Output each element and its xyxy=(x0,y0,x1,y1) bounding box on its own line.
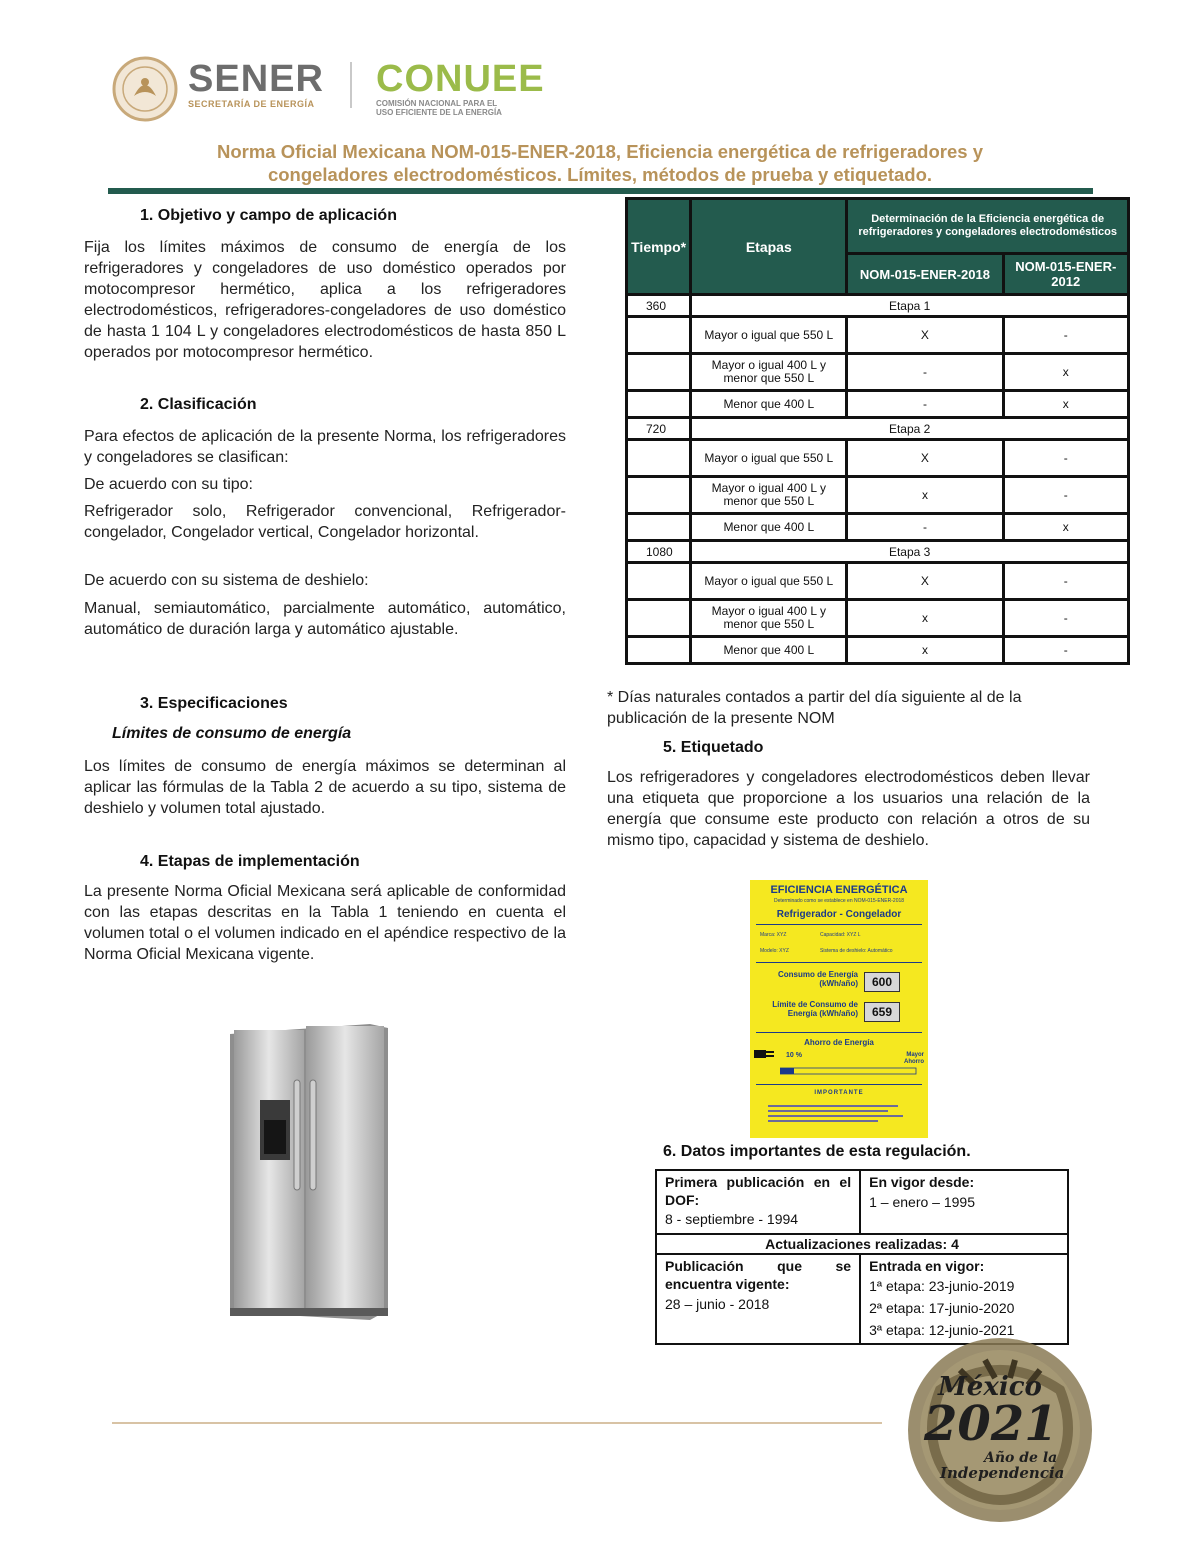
section-2-text-3: Refrigerador solo, Refrigerador convencional, Refrigerador-congelador, Congelador vertical, Congelador horizontal. xyxy=(84,503,566,541)
row-nom-2012: x xyxy=(1005,392,1128,416)
implementation-table xyxy=(625,197,1130,665)
row-etapa: Mayor o igual que 550 L xyxy=(692,441,845,475)
emblem-year: 2021 xyxy=(924,1396,1058,1452)
label-divider xyxy=(756,1084,922,1085)
row-nom-2012: - xyxy=(1005,441,1128,475)
row-nom-2018: x xyxy=(848,478,1001,512)
actualizaciones: Actualizaciones realizadas: 4 xyxy=(656,1234,1068,1254)
label-fineprint xyxy=(768,1102,908,1125)
label-ahorro-title: Ahorro de Energía xyxy=(804,1038,874,1047)
label-type: Refrigerador - Congelador xyxy=(776,909,902,920)
row-nom-2012: - xyxy=(1005,478,1128,512)
table-row xyxy=(628,478,1127,512)
page-title xyxy=(110,140,1090,186)
label-ahorro-pct: 10 % xyxy=(786,1052,802,1059)
section-2-text-1: Para efectos de aplicación de la presente Norma, los refrigeradores y congeladores se clasifican: xyxy=(84,428,566,466)
row-nom-2018: - xyxy=(848,392,1001,416)
row-nom-2012: - xyxy=(1005,601,1128,635)
row-nom-2018: - xyxy=(848,515,1001,539)
table-row xyxy=(628,564,1127,598)
row-nom-2018: X xyxy=(848,318,1001,352)
energy-label xyxy=(750,880,928,1138)
label-title: EFICIENCIA ENERGÉTICA xyxy=(770,884,908,896)
header-determinacion: Determinación de la Eficiencia energética de refrigeradores y congeladores electrodomésticos xyxy=(848,200,1127,252)
conuee-subtitle-line2: USO EFICIENTE DE LA ENERGÍA xyxy=(376,108,502,117)
row-etapa: Mayor o igual 400 L y menor que 550 L xyxy=(692,355,845,389)
pub-label: Primera publicación en el DOF: xyxy=(665,1174,852,1208)
emblem-mexico: México xyxy=(938,1372,1042,1402)
conuee-subtitle xyxy=(376,99,536,117)
section-4-heading: 4. Etapas de implementación xyxy=(140,853,360,870)
row-nom-2012: - xyxy=(1005,564,1128,598)
row-etapa: Mayor o igual 400 L y menor que 550 L xyxy=(692,478,845,512)
entrada-label: Entrada en vigor: xyxy=(869,1258,985,1274)
label-deshielo: Sistema de deshielo: Automático xyxy=(820,948,893,954)
label-importante: IMPORTANTE xyxy=(814,1090,864,1096)
row-nom-2012: x xyxy=(1005,355,1128,389)
row-nom-2018: X xyxy=(848,441,1001,475)
sener-subtitle: SECRETARÍA DE ENERGÍA xyxy=(188,99,315,109)
regulation-data-table xyxy=(655,1169,1069,1345)
row-etapa: Menor que 400 L xyxy=(692,515,845,539)
sener-seal xyxy=(112,56,178,122)
label-marca: Marca: XYZ xyxy=(760,932,787,938)
row-nom-2018: - xyxy=(848,355,1001,389)
section-5-heading: 5. Etiquetado xyxy=(663,739,764,756)
header-nom-2012: NOM-015-ENER-2012 xyxy=(1005,255,1128,293)
label-scale xyxy=(780,1066,920,1076)
table-row xyxy=(628,441,1127,475)
table-row xyxy=(628,638,1127,662)
title-line-2: congeladores electrodomésticos. Límites, métodos de prueba y etiquetado. xyxy=(267,164,933,185)
eagle-seal-icon xyxy=(112,56,178,122)
label-consumo-value: 600 xyxy=(864,972,900,992)
row-nom-2018: x xyxy=(848,601,1001,635)
title-line-1: Norma Oficial Mexicana NOM-015-ENER-2018, Eficiencia energética de refrigeradores y xyxy=(216,141,983,162)
vigor-label: En vigor desde: xyxy=(869,1174,975,1190)
stage-1-time: 360 xyxy=(628,296,689,315)
stage-2-time: 720 xyxy=(628,419,689,438)
row-nom-2012: x xyxy=(1005,515,1128,539)
label-subtitle: Determinado como se establece en NOM-015-ENER-2018 xyxy=(773,898,905,904)
stage-2-name: Etapa 2 xyxy=(692,419,1127,438)
title-bar xyxy=(108,188,1093,194)
stage-3-name: Etapa 3 xyxy=(692,542,1127,561)
row-nom-2012: - xyxy=(1005,638,1128,662)
section-1-text: Fija los límites máximos de consumo de energía de los refrigeradores y congeladores de uso doméstico operados por motocompresor hermético, aplica a los refrigeradores electrodomésticos, refrigeradores-congeladores de uso doméstico de hasta 1 104 L y congeladores electrodomésticos de hasta 850 L operados por motocompresor hermético. xyxy=(84,239,566,361)
section-2-text-5: Manual, semiautomático, parcialmente automático, automático, automático de duración larga y automático ajustable. xyxy=(84,600,566,638)
header-etapas: Etapas xyxy=(692,200,845,293)
row-etapa: Mayor o igual que 550 L xyxy=(692,564,845,598)
section-5-text: Los refrigeradores y congeladores electrodomésticos deben llevar una etiqueta que proporcione a los usuarios una relación de la energía que consume este producto con relación a otros de su mismo tipo, capacidad y sistema de deshielo. xyxy=(607,769,1090,849)
row-etapa: Mayor o igual 400 L y menor que 550 L xyxy=(692,601,845,635)
vigente-value: 28 – junio - 2018 xyxy=(665,1296,770,1312)
section-2-heading: 2. Clasificación xyxy=(140,396,257,413)
stage-1-name: Etapa 1 xyxy=(692,296,1127,315)
conuee-subtitle-line1: COMISIÓN NACIONAL PARA EL xyxy=(376,99,498,108)
row-nom-2018: x xyxy=(848,638,1001,662)
row-etapa: Mayor o igual que 550 L xyxy=(692,318,845,352)
table-row xyxy=(628,601,1127,635)
etapa-1: 1ª etapa: 23-junio-2019 xyxy=(869,1278,1015,1294)
pub-value: 8 - septiembre - 1994 xyxy=(665,1211,799,1227)
table-row xyxy=(628,355,1127,389)
conuee-logo-text: CONUEE xyxy=(376,58,545,100)
label-consumo-text: Consumo de Energía (kWh/año) xyxy=(777,970,858,988)
row-nom-2018: X xyxy=(848,564,1001,598)
header-divider xyxy=(350,62,352,108)
mexico-2021-emblem xyxy=(900,1330,1100,1530)
section-6-heading: 6. Datos importantes de esta regulación. xyxy=(663,1143,971,1160)
table-row xyxy=(628,318,1127,352)
section-2-text-4: De acuerdo con su sistema de deshielo: xyxy=(84,572,369,589)
table-footnote: * Días naturales contados a partir del día siguiente al de la publicación de la presente NOM xyxy=(607,689,1022,727)
row-etapa: Menor que 400 L xyxy=(692,392,845,416)
section-3-heading: 3. Especificaciones xyxy=(140,695,288,712)
etapa-2: 2ª etapa: 17-junio-2020 xyxy=(869,1300,1015,1316)
label-capacidad: Capacidad: XYZ L xyxy=(820,932,861,938)
vigor-value: 1 – enero – 1995 xyxy=(869,1194,975,1210)
label-mayor-ahorro: Mayor Ahorro xyxy=(904,1052,924,1065)
sener-logo-text: SENER xyxy=(188,58,324,100)
section-3-text: Los límites de consumo de energía máximos se determinan al aplicar las fórmulas de la Tabla 2 de acuerdo a su tipo, sistema de deshielo y volumen total ajustado. xyxy=(84,758,566,817)
refrigerator-icon xyxy=(230,1020,390,1320)
table-row xyxy=(628,392,1127,416)
section-2-text-2: De acuerdo con su tipo: xyxy=(84,476,253,493)
label-divider xyxy=(756,962,922,963)
section-4-text: La presente Norma Oficial Mexicana será aplicable de conformidad con las etapas descritas en la Tabla 1 teniendo en cuenta el volumen total o el volumen indicado en el apéndice respectivo de la Norma Oficial Mexicana vigente. xyxy=(84,883,566,963)
table-row xyxy=(628,515,1127,539)
section-3-subheading: Límites de consumo de energía xyxy=(112,725,352,742)
label-limite-text: Límite de Consumo de Energía (kWh/año) xyxy=(772,1000,858,1018)
emblem-line1: Año de la xyxy=(984,1450,1058,1466)
label-divider xyxy=(756,1032,922,1033)
section-1-heading: 1. Objetivo y campo de aplicación xyxy=(140,207,397,224)
label-limite-value: 659 xyxy=(864,1002,900,1022)
label-modelo: Modelo: XYZ xyxy=(760,948,789,954)
footer-line xyxy=(112,1422,882,1424)
row-nom-2012: - xyxy=(1005,318,1128,352)
header-nom-2018: NOM-015-ENER-2018 xyxy=(848,255,1001,293)
label-divider xyxy=(756,924,922,925)
stage-3-time: 1080 xyxy=(628,542,689,561)
row-etapa: Menor que 400 L xyxy=(692,638,845,662)
vigente-label: Publicación que se encuentra vigente: xyxy=(665,1258,852,1292)
plug-icon xyxy=(752,1044,780,1064)
etapa-3: 3ª etapa: 12-junio-2021 xyxy=(869,1322,1015,1338)
emblem-line2: Independencia xyxy=(940,1464,1065,1482)
header-tiempo: Tiempo* xyxy=(628,200,689,293)
refrigerator-image xyxy=(230,1020,390,1320)
